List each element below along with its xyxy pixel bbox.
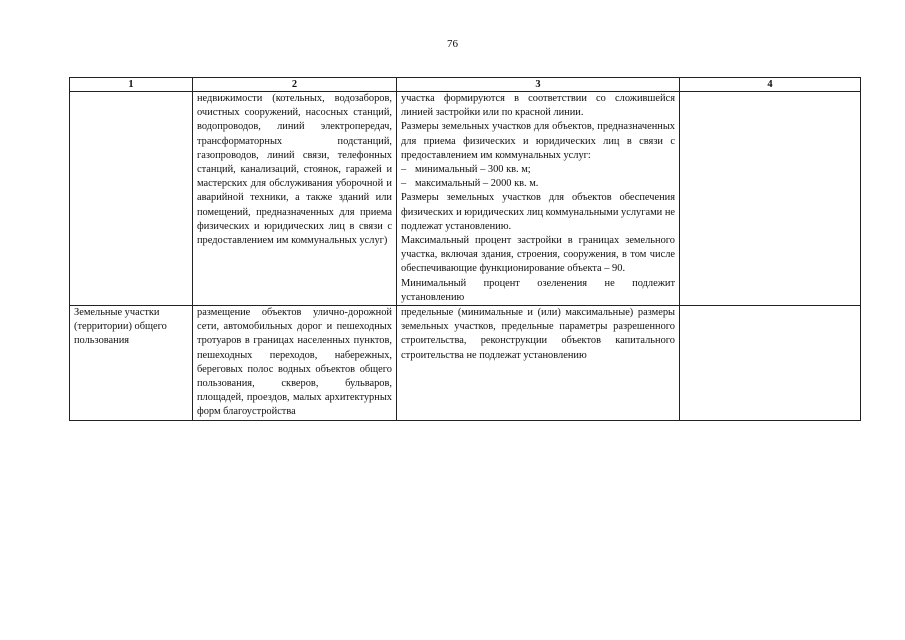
- row2-permitted-use-cell: размещение объектов улично-дорожной сети, автомобильных дорог и пешеходных тротуаров в границах населенных пунктов, пешеходных переходов, набережных, береговых полос водных объектов общего пользования, скверов, бульваров, площадей, проездов, малых архитектурных форм благоустройства: [193, 306, 397, 421]
- column-header-2: 2: [193, 78, 397, 92]
- table-row: [70, 306, 861, 421]
- parameters-paragraph: участка формируются в соответствии со сложившейся линией застройки или по красной линии.: [401, 93, 675, 119]
- parameters-paragraph: Размеры земельных участков для объектов обеспечения физических и юридических лиц коммунальными услугами не подлежат установлению.: [401, 192, 675, 232]
- table-row: [70, 92, 861, 306]
- row1-parameters-cell: [397, 92, 680, 306]
- column-header-4: 4: [680, 78, 861, 92]
- list-item-text: минимальный – 300 кв. м;: [415, 164, 531, 176]
- row1-notes-cell: [680, 92, 861, 306]
- row2-notes-cell: [680, 306, 861, 421]
- table-header-row: [70, 78, 861, 92]
- column-header-1: 1: [70, 78, 193, 92]
- list-item: – минимальный – 300 кв. м;: [401, 164, 531, 176]
- row1-permitted-use-cell: недвижимости (котельных, водозаборов, очистных сооружений, насосных станций, водопроводов, линий электропередач, трансформаторных подстанций, газопроводов, линий связи, телефонных станций, канализаций, стоянок, гаражей и мастерских для обслуживания уборочной и аварийной техники, а также зданий или помещений, предназначенных для приема физических и юридических лиц в связи с предоставлением им коммунальных услуг): [193, 92, 397, 306]
- row2-parameters-cell: предельные (минимальные и (или) максимальные) размеры земельных участков, предельные параметры разрешенного строительства, реконструкции объектов капитального строительства не подлежат установлению: [397, 306, 680, 421]
- list-item-text: максимальный – 2000 кв. м.: [415, 178, 539, 190]
- list-item: – максимальный – 2000 кв. м.: [401, 178, 539, 190]
- parameters-paragraph: Минимальный процент озеленения не подлежит установлению: [401, 277, 675, 303]
- row1-land-type-cell: [70, 92, 193, 306]
- column-header-3: 3: [397, 78, 680, 92]
- parameters-paragraph: Размеры земельных участков для объектов, предназначенных для приема физических и юридических лиц в связи с предоставлением им коммунальных услуг:: [401, 121, 675, 161]
- row2-land-type-cell: Земельные участки (территории) общего пользования: [70, 306, 193, 421]
- parameters-paragraph: Максимальный процент застройки в границах земельного участка, включая здания, строения, сооружения, в том числе обеспечивающие функционирование объекта – 90.: [401, 235, 675, 275]
- regulations-table: [69, 77, 861, 421]
- page-number: 76: [447, 38, 458, 50]
